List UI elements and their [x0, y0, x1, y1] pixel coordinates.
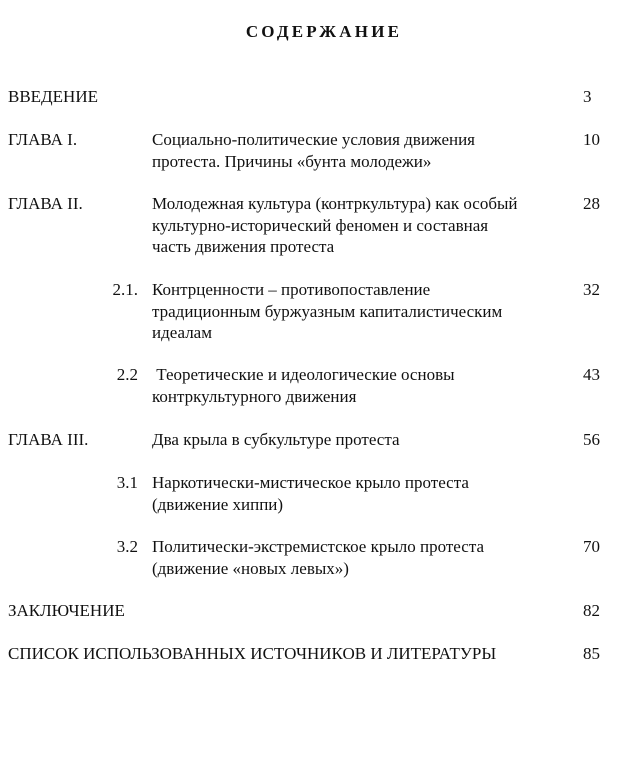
toc-entry-label: ГЛАВА III.: [8, 430, 89, 449]
toc-entry-title: [152, 472, 567, 515]
toc-entry-label: СПИСОК ИСПОЛЬЗОВАННЫХ ИСТОЧНИКОВ И ЛИТЕРАТУРЫ: [8, 644, 497, 663]
toc-entry-title: [152, 364, 567, 407]
toc-entry-title-line: Молодежная культура (контркультура) как особый: [152, 194, 518, 213]
toc-entry-page: 56: [583, 430, 600, 449]
toc-entry-page: 82: [583, 601, 600, 620]
toc-entry-title-line: протеста. Причины «бунта молодежи»: [152, 151, 432, 171]
toc-entry-title-line: (движение хиппи): [152, 494, 284, 514]
toc-entry-title-line: идеалам: [152, 323, 212, 342]
toc-entry-number: 3.2: [116, 537, 138, 556]
toc-entry-number: 3.1: [116, 473, 138, 492]
toc-entry-label: ВВЕДЕНИЕ: [8, 87, 98, 106]
toc-entry-title: [152, 193, 567, 258]
document-title: СОДЕРЖАНИЕ: [245, 22, 403, 41]
toc-entry-page: 32: [583, 280, 600, 299]
toc-entry-page: 10: [583, 130, 600, 149]
toc-entry-page: 70: [583, 537, 600, 556]
toc-entry-title-line: Наркотически-мистическое крыло протеста: [152, 473, 469, 492]
toc-entry-page: 28: [583, 194, 600, 213]
toc-entry-page: 43: [583, 365, 600, 384]
toc-entry-label: ГЛАВА I.: [8, 130, 78, 149]
toc-entry-title-line: часть движения протеста: [152, 237, 335, 256]
toc-entry-title-line: контркультурного движения: [152, 386, 357, 406]
toc-entry-label: ГЛАВА II.: [8, 194, 83, 213]
toc-entry-title-line: Социально-политические условия движения: [152, 130, 475, 149]
toc-entry-number: 2.1.: [112, 280, 138, 299]
toc-entry-title: [152, 129, 567, 172]
toc-entry-label: ЗАКЛЮЧЕНИЕ: [8, 601, 125, 620]
toc-entry-title-line: Два крыла в субкультуре протеста: [152, 430, 400, 449]
toc-entry-number: 2.2: [116, 365, 138, 384]
toc-entry-title: [152, 429, 567, 451]
toc-entry-title-line: Контрценности – противопоставление: [152, 280, 431, 299]
toc-entry-page: 85: [583, 644, 600, 663]
toc-entry-title: [152, 279, 567, 344]
toc-entry-title: [152, 536, 567, 579]
toc-entry-title-line: Теоретические и идеологические основы: [152, 365, 455, 384]
toc-entry-title-line: Политически-экстремистское крыло протеста: [152, 537, 484, 556]
toc-entry-title-line: (движение «новых левых»): [152, 558, 349, 578]
toc-entry-title-line: культурно-исторический феномен и составная: [152, 215, 489, 235]
toc-entry-page: 3: [583, 87, 592, 106]
toc-entry-title-line: традиционным буржуазным капиталистическим: [152, 301, 503, 321]
